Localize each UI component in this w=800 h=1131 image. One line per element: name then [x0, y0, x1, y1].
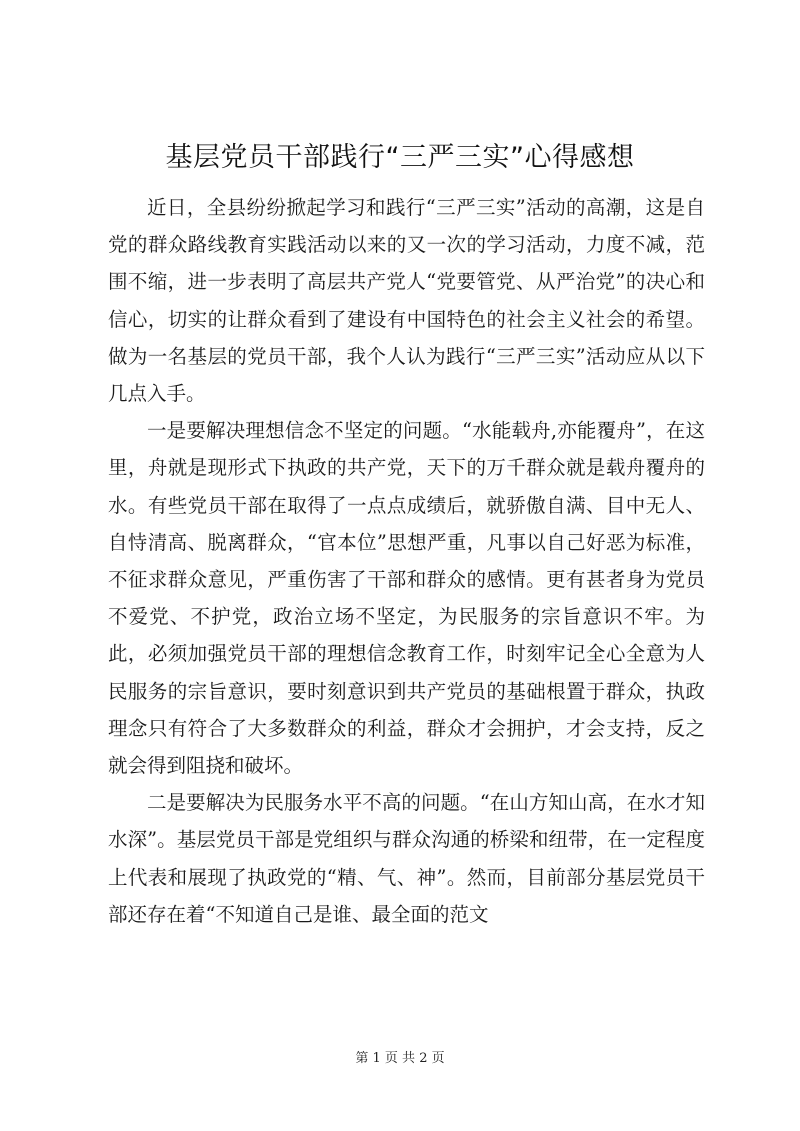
paragraph-1: 近日，全县纷纷掀起学习和践行“三严三实”活动的高潮，这是自党的群众路线教育实践活动以来的又一次的学习活动，力度不减，范围不缩，进一步表明了高层共产党人“党要管党、从严治党”的决心和信心，切实的让群众看到了建设有中国特色的社会主义社会的希望。做为一名基层的党员干部，我个人认为践行“三严三实”活动应从以下几点入手。	[108, 196, 705, 406]
page-footer: 第 1 页 共 2 页	[355, 1051, 445, 1066]
paragraph-3: 二是要解决为民服务水平不高的问题。“在山方知山高，在水才知水深”。基层党员干部是党组织与群众沟通的桥梁和纽带，在一定程度上代表和展现了执政党的“精、气、神”。然而，目前部分基层党员干部还存在着“不知道自己是谁、最全面的范文	[108, 791, 705, 926]
document-body	[108, 189, 705, 933]
paragraph-2: 一是要解决理想信念不坚定的问题。“水能载舟,亦能覆舟”，在这里，舟就是现形式下执政的共产党，天下的万千群众就是载舟覆舟的水。有些党员干部在取得了一点点成绩后，就骄傲自满、目中无人、自恃清高、脱离群众，“官本位”思想严重，凡事以自己好恶为标准，不征求群众意见，严重伤害了干部和群众的感情。更有甚者身为党员不爱党、不护党，政治立场不坚定，为民服务的宗旨意识不牢。为此，必须加强党员干部的理想信念教育工作，时刻牢记全心全意为人民服务的宗旨意识，要时刻意识到共产党员的基础根置于群众，执政理念只有符合了大多数群众的利益，群众才会拥护，才会支持，反之就会得到阻挠和破坏。	[108, 419, 705, 778]
document-title: 基层党员干部践行“三严三实”心得感想	[165, 142, 635, 173]
